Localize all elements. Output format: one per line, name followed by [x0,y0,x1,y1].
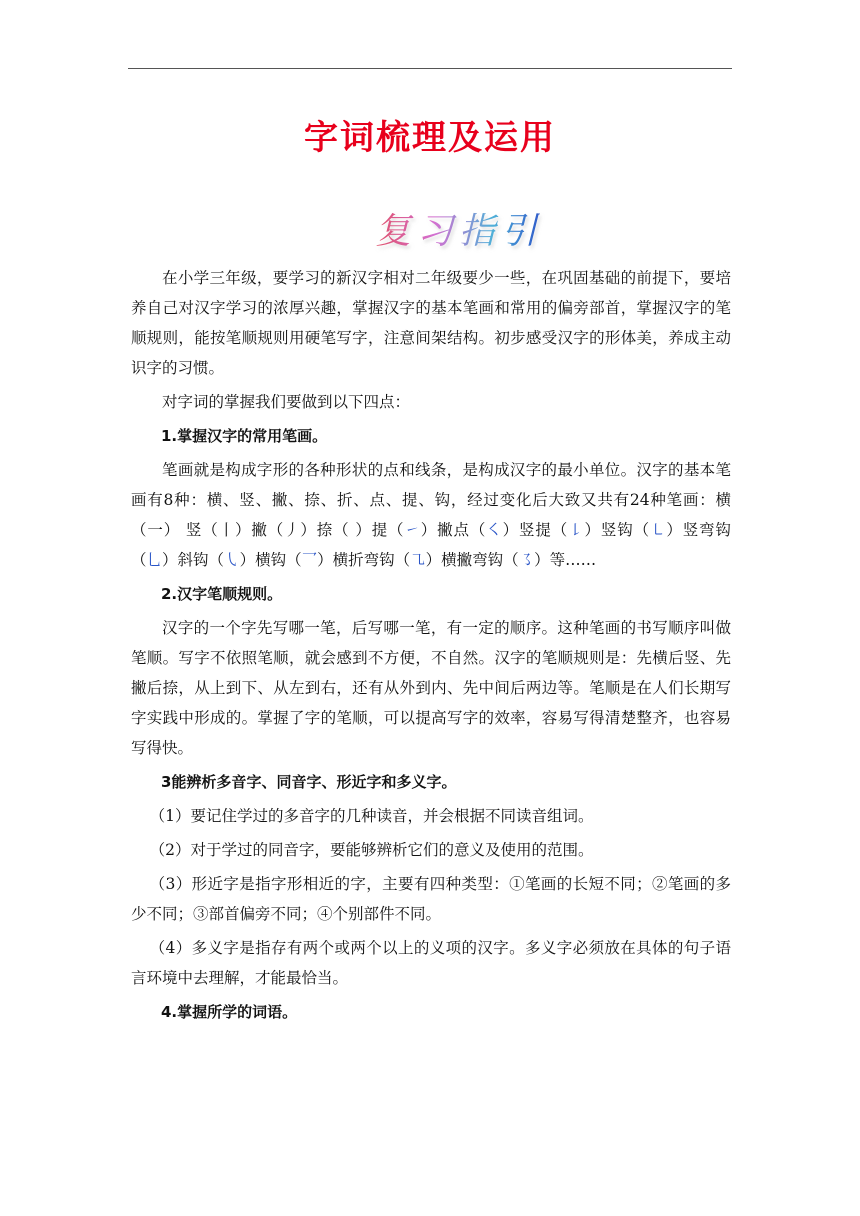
glyph-hengzhewangou-icon: ㇈ [410,551,426,569]
glyph-ti-icon: ㇀ [404,521,421,539]
intro-paragraph: 在小学三年级，要学习的新汉字相对二年级要少一些，在巩固基础的前提下，要培养自己对汉字学习的浓厚兴趣，掌握汉字的基本笔画和常用的偏旁部首，掌握汉字的笔顺规则，能按笔顺规则用硬笔写字，注意间架结构。初步感受汉字的形体美，养成主动识字的习惯。 [131,269,731,377]
heading-vocabulary: 4.掌握所学的词语。 [161,1003,298,1021]
point-polysemous: （4）多义字是指存有两个或两个以上的义项的汉字。多义字必须放在具体的句子语言环境中去理解，才能最恰当。 [131,939,731,987]
glyph-xiegou-icon: ㇂ [224,551,240,569]
document-body [131,263,731,1031]
glyph-henggou-icon: 乛 [301,551,318,569]
glyph-hengpiewangou-icon: ㇌ [518,551,535,569]
point-similar-form: （3）形近字是指字形相近的字，主要有四种类型：①笔画的长短不同；②笔画的多少不同；③部首偏旁不同；④个别部件不同。 [131,875,731,923]
glyph-shuwangou-icon: 乚 [146,551,163,569]
page-title: 字词梳理及运用 [304,118,556,158]
banner-text: 复习指引 [375,211,544,252]
glyph-shuti-icon: ㇙ [568,521,585,539]
glyph-na-icon [350,521,356,539]
four-points-intro: 对字词的掌握我们要做到以下四点： [162,393,411,411]
glyph-shugou-icon: ㇄ [649,521,667,539]
review-guide-banner [370,205,545,255]
glyph-piedian-icon: ㇛ [486,521,503,539]
top-divider [128,68,732,69]
stroke-order-paragraph: 汉字的一个字先写哪一笔，后写哪一笔，有一定的顺序。这种笔画的书写顺序叫做笔顺。写字不依照笔顺，就会感到不方便，不自然。汉字的笔顺规则是：先横后竖、先撇后捺，从上到下、从左到右，还有从外到内、先中间后两边等。笔顺是在人们长期写字实践中形成的。掌握了字的笔顺，可以提高写字的效率，容易写得清楚整齐，也容易写得快。 [131,619,731,757]
point-polyphonic: （1）要记住学过的多音字的几种读音，并会根据不同读音组词。 [149,807,594,825]
strokes-paragraph: 笔画就是构成字形的各种形状的点和线条，是构成汉字的最小单位。汉字的基本笔画有8种：横、竖、撇、捺、折、点、提、钩，经过变化后大致又共有24种笔画：横（一） 竖（丨）撇（丿）捺（ ）提（㇀）撇点（㇛）竖提（㇙）竖钩（㇄）竖弯钩（乚）斜钩（㇂）横钩（乛）横折弯钩（㇈）横撇弯钩（㇌）等…… [131,461,731,569]
point-homophone: （2）对于学过的同音字，要能够辨析它们的意义及使用的范围。 [149,841,594,859]
heading-strokes: 1.掌握汉字的常用笔画。 [161,427,328,445]
heading-characters: 3能辨析多音字、同音字、形近字和多义字。 [161,773,457,791]
heading-stroke-order: 2.汉字笔顺规则。 [161,585,283,603]
